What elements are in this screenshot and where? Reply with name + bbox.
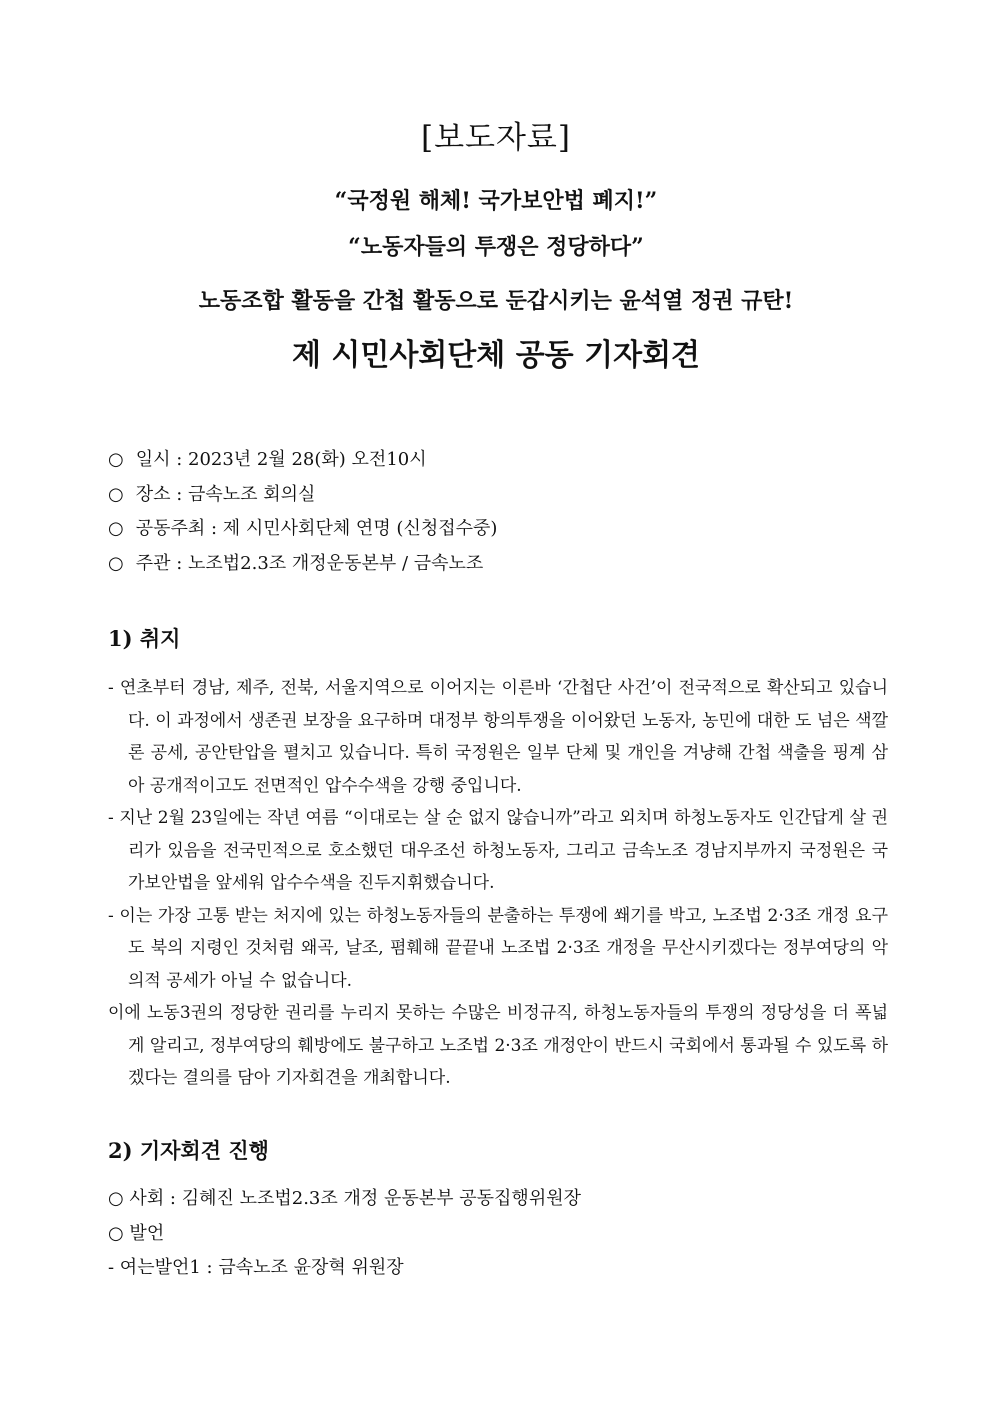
circle-bullet-icon: ○	[108, 483, 124, 505]
purpose-body	[108, 672, 888, 1095]
document-label: [보도자료]	[421, 120, 571, 156]
progress-list	[108, 1182, 888, 1286]
info-text: 장소 : 금속노조 회의실	[135, 483, 316, 505]
headline-2: “노동자들의 투쟁은 정당하다”	[348, 234, 644, 260]
progress-item-opening-speech: - 여는발언1 : 금속노조 윤장혁 위원장	[108, 1257, 404, 1278]
info-item-datetime	[108, 443, 888, 478]
circle-bullet-icon: ○	[108, 552, 124, 574]
main-title: 제 시민사회단체 공동 기자회견	[291, 338, 701, 373]
info-item-location	[108, 478, 888, 513]
section-heading-progress: 2) 기자회견 진행	[108, 1138, 269, 1163]
purpose-paragraph: - 이는 가장 고통 받는 처지에 있는 하청노동자들의 분출하는 투쟁에 쐐기를 박고, 노조법 2·3조 개정 요구도 북의 지령인 것처럼 왜곡, 날조, 폄훼해 끝끝내 노조법 2·3조 개정을 무산시키겠다는 정부여당의 악의적 공세가 아닐 수 없습니다.	[108, 905, 888, 991]
info-item-organizer	[108, 547, 888, 582]
info-item-cohost	[108, 512, 888, 547]
purpose-paragraph: - 연초부터 경남, 제주, 전북, 서울지역으로 이어지는 이른바 ‘간첩단 사건’이 전국적으로 확산되고 있습니다. 이 과정에서 생존권 보장을 요구하며 대정부 항의투쟁을 이어왔던 노동자, 농민에 대한 도 넘은 색깔론 공세, 공안탄압을 펼치고 있습니다. 특히 국정원은 일부 단체 및 개인을 겨냥해 간첩 색출을 핑계 삼아 공개적이고도 전면적인 압수수색을 강행 중입니다.	[108, 678, 888, 796]
purpose-closing: 이에 노동3권의 정당한 권리를 누리지 못하는 수많은 비정규직, 하청노동자들의 투쟁의 정당성을 더 폭넓게 알리고, 정부여당의 훼방에도 불구하고 노조법 2·3조 개정안이 반드시 국회에서 통과될 수 있도록 하겠다는 결의를 담아 기자회견을 개최합니다.	[108, 1003, 888, 1088]
circle-bullet-icon: ○	[108, 449, 124, 470]
section-heading-purpose: 1) 취지	[108, 626, 181, 651]
event-info-list	[108, 443, 888, 581]
progress-item-host: ○ 사회 : 김혜진 노조법2.3조 개정 운동본부 공동집행위원장	[108, 1188, 581, 1209]
circle-bullet-icon: ○	[108, 518, 124, 539]
headline-1: “국정원 해체! 국가보안법 폐지!”	[334, 188, 658, 214]
headline-3: 노동조합 활동을 간첩 활동으로 둔갑시키는 윤석열 정권 규탄!	[198, 288, 794, 314]
progress-item-speeches: ○ 발언	[108, 1222, 165, 1244]
info-text: 공동주최 : 제 시민사회단체 연명 (신청접수중)	[135, 518, 498, 539]
purpose-paragraph: - 지난 2월 23일에는 작년 여름 “이대로는 살 순 없지 않습니까”라고 외치며 하청노동자도 인간답게 살 권리가 있음을 전국민적으로 호소했던 대우조선 하청노동자, 그리고 금속노조 경남지부까지 국정원은 국가보안법을 앞세워 압수수색을 진두지휘했습니다.	[108, 808, 888, 893]
info-text: 일시 : 2023년 2월 28(화) 오전10시	[135, 449, 427, 470]
info-text: 주관 : 노조법2.3조 개정운동본부 / 금속노조	[135, 552, 484, 574]
